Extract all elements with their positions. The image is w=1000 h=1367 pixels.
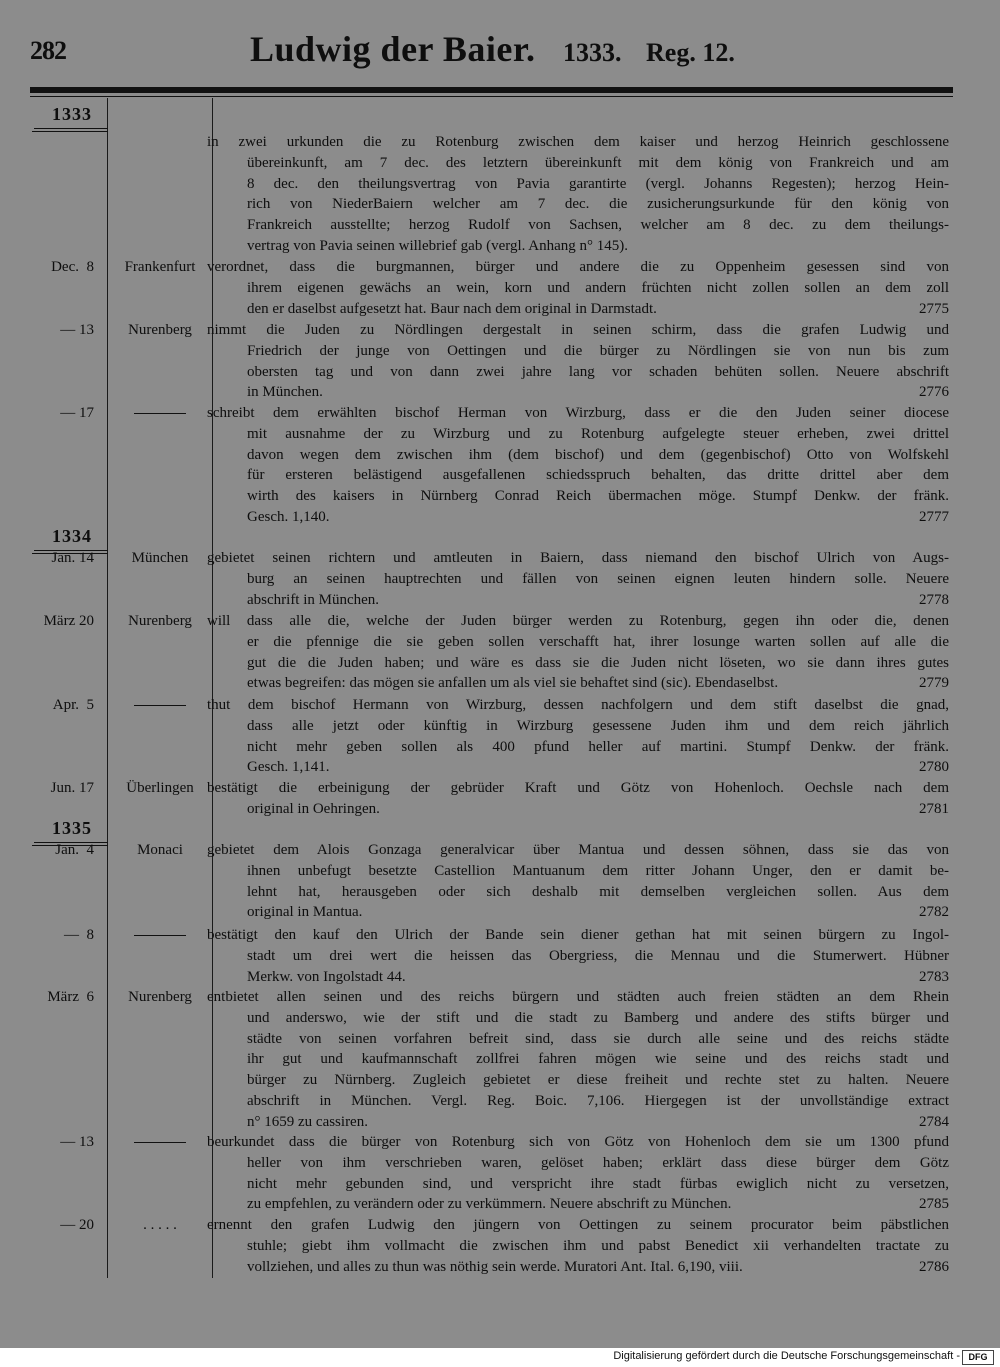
entry-line bbox=[207, 424, 949, 445]
entry-line-text: ihnen unbefugt besetzte Castellion Mantuanum dem ritter Johann Unger, den er damit be- bbox=[247, 862, 949, 879]
entry-line-text: nicht mehr geben sollen als 400 pfund heller auf martini. Stumpf Denkw. der fränk. bbox=[247, 738, 949, 755]
entry-line bbox=[207, 445, 949, 466]
regest-number: 2782 bbox=[919, 904, 949, 921]
entry-line bbox=[207, 569, 949, 590]
entry-text bbox=[207, 548, 949, 610]
entry-line bbox=[207, 465, 949, 486]
entry-line-text: abschrift in München. bbox=[247, 591, 380, 608]
entry-line bbox=[207, 673, 949, 694]
entry-line-text: Friedrich der junge von Oettingen und die bürger zu Nördlingen sie von nun bis zum bbox=[247, 342, 949, 359]
entry-place: Frankenfurt bbox=[124, 259, 196, 275]
header-year: 1333. bbox=[563, 38, 622, 67]
entry-line bbox=[207, 153, 949, 174]
entry-date: Jun. 17 bbox=[50, 780, 94, 796]
entry-line bbox=[207, 1091, 949, 1112]
entry-line bbox=[207, 840, 949, 861]
entry-line-text: will dass alle die, welche der Juden bürger werden zu Rotenburg, gegen ihn oder die, denen bbox=[207, 613, 949, 629]
entry-text bbox=[207, 403, 949, 528]
entry-text bbox=[207, 778, 949, 820]
entry-line-text: bestätigt die erbeinigung der gebrüder Kraft und Götz von Hohenloch. Oechsle nach dem bbox=[207, 780, 949, 796]
entry-line-text: rich von NiederBaiern welcher am 7 dec. die zusicherungsurkunde für den könig von bbox=[247, 196, 949, 213]
regest-number: 2786 bbox=[919, 1258, 949, 1275]
dfg-logo: DFG bbox=[962, 1350, 994, 1365]
regest-number: 2778 bbox=[919, 591, 949, 608]
entry-line bbox=[207, 653, 949, 674]
entry-text bbox=[207, 1132, 949, 1215]
entry-line bbox=[207, 236, 949, 257]
entry-line bbox=[207, 590, 949, 611]
entry-line-text: wirth des kaisers in Nürnberg Conrad Reich übermachen möge. Stumpf Denkw. der fränk. bbox=[247, 488, 949, 505]
entry-line-text: dass alle jetzt oder künftig in Wirzburg gesessene Juden ihm und dem reich jährlich bbox=[247, 717, 949, 734]
entry-line bbox=[207, 1132, 949, 1153]
entry-line bbox=[207, 882, 949, 903]
entry-date: — 13 bbox=[60, 322, 94, 338]
entry-line bbox=[207, 861, 949, 882]
entry-place: Nurenberg bbox=[128, 613, 192, 629]
entry-line bbox=[207, 695, 949, 716]
entry-line-text: heller von ihm verschrieben waren, gelöset haben; erklärt dass diese bürger dem Götz bbox=[247, 1154, 949, 1171]
entry-line-text: thut dem bischof Hermann von Wirzburg, dessen nachfolgern und dem stift daselbst die gnad, bbox=[207, 697, 949, 713]
page-number: 282 bbox=[30, 36, 66, 65]
entry-line-text: schreibt dem erwählten bischof Herman von Wirzburg, dass er die den Juden seiner diocese bbox=[207, 405, 949, 421]
entry-line-text: davon wegen dem zwischen ihm (dem bischof) und dem (gegenbischof) Otto von Wolfskehl bbox=[247, 446, 949, 463]
entry-line bbox=[207, 1070, 949, 1091]
entry-place: Monaci bbox=[137, 842, 183, 858]
entry-line-text: nicht mehr gebunden sind, und verspricht ihre stadt fürbas ewiglich nicht zu versetzen, bbox=[247, 1175, 949, 1192]
regest-number: 2780 bbox=[919, 759, 949, 776]
entry-line-text: bürger zu Nürnberg. Zugleich gebietet er diese freiheit und rechte stet zu halten. Neuere bbox=[247, 1072, 949, 1089]
entry-line-text: zu empfehlen, zu verändern oder zu verkümmern. Neuere abschrift zu München. bbox=[247, 1196, 732, 1213]
entry-line-text: beurkundet dass die bürger von Rotenburg sich von Götz von Hohenloch dem sie um 1300 pfund bbox=[207, 1134, 949, 1150]
entry-line bbox=[207, 257, 949, 278]
entry-text bbox=[207, 925, 949, 987]
entry-line-text: Merkw. von Ingolstadt 44. bbox=[247, 968, 406, 985]
entry-line bbox=[207, 1215, 949, 1236]
entry-line-text: abschrift in München. Vergl. Reg. Boic. 7,106. Hiergegen ist der unvollständige extract bbox=[247, 1092, 949, 1109]
year-heading-1334 bbox=[42, 526, 102, 547]
entry-line-text: gut die die Juden haben; und wäre es dass sie die Juden nicht löseten, wo sie dann ihres gutes bbox=[247, 654, 949, 671]
entry-line-text: original in Mantua. bbox=[247, 904, 363, 921]
footer-bar bbox=[0, 1348, 1000, 1367]
entry-line bbox=[207, 174, 949, 195]
entry-line bbox=[207, 299, 949, 320]
entry-text bbox=[207, 695, 949, 778]
year-heading-1335 bbox=[42, 818, 102, 839]
entry-text bbox=[207, 611, 949, 694]
entry-line-text: 8 dec. den theilungsvertrag von Pavia garantirte (vergl. Johanns Regesten); herzog Hein- bbox=[247, 175, 949, 192]
entry-date: — 8 bbox=[64, 927, 94, 943]
entry-line bbox=[207, 902, 949, 923]
header-regnal-year: Reg. 12. bbox=[646, 38, 735, 67]
entry-line-text: lehnt hat, herausgeben oder sich deshalb mit demselben vergleichen sollen. Aus dem bbox=[247, 883, 949, 900]
entry-place: Nurenberg bbox=[128, 989, 192, 1005]
entry-line bbox=[207, 716, 949, 737]
entry-date: Dec. 8 bbox=[51, 259, 94, 275]
entry-place: . . . . . bbox=[143, 1217, 177, 1233]
entry-line-text: er die pfennige die sie geben sollen verschafft hat, ihrer losunge warten sollen auf alle die bbox=[247, 633, 949, 650]
entry-date: — 13 bbox=[60, 1134, 94, 1150]
entry-line bbox=[207, 382, 949, 403]
entry-line bbox=[207, 215, 949, 236]
entry-text bbox=[207, 257, 949, 319]
entry-line-text: ihr gut und kaufmannschaft zollfrei fahren mögen wie seine und des reichs stadt und bbox=[247, 1051, 949, 1068]
footer-credit: Digitalisierung gefördert durch die Deutsche Forschungsgemeinschaft - bbox=[613, 1350, 960, 1362]
entry-line-text: etwas begreifen: das mögen sie anfallen um als viel sie behaftet sind (sic). Ebendaselbst. bbox=[247, 675, 779, 692]
entry-line-text: und anderswo, wie der stift und die stadt zu Bamberg und andere des stifts bürger und bbox=[247, 1009, 949, 1026]
regest-number: 2779 bbox=[919, 675, 949, 692]
year-heading-text: 1333 bbox=[52, 104, 92, 124]
entry-place: Überlingen bbox=[126, 780, 194, 796]
entry-date: März 20 bbox=[43, 613, 94, 629]
entry-place: München bbox=[131, 550, 189, 566]
entry-line-text: nimmt die Juden zu Nördlingen dergestalt in seinen schirm, dass die grafen Ludwig und bbox=[207, 322, 949, 338]
entry-place-ditto bbox=[108, 695, 212, 706]
entry-place-ditto bbox=[108, 1132, 212, 1143]
entry-line bbox=[207, 1049, 949, 1070]
page-title: Ludwig der Baier. bbox=[250, 29, 536, 69]
running-header bbox=[0, 30, 1000, 74]
entry-line bbox=[207, 278, 949, 299]
entry-line-text: mit ausnahme der zu Wirzburg und zu Rotenburg aufgelegte steuer erheben, zwei drittel bbox=[247, 425, 949, 442]
entry-line-text: ihrem eigenen gewächs an wein, korn und andern früchten nicht zollen sollen an dem zoll bbox=[247, 279, 949, 296]
entry-text bbox=[207, 840, 949, 923]
entry-line bbox=[207, 320, 949, 341]
entry-line-text: für ersteren belästigend ausgefallenen schiedsspruch behalten, das dritte drittel aber dem bbox=[247, 467, 949, 484]
year-heading-text: 1335 bbox=[52, 818, 92, 838]
entry-line-text: Frankreich ausstellte; herzog Rudolf von Sachsen, welcher am 8 dec. zu dem theilungs- bbox=[247, 217, 949, 234]
entry-line-text: vollziehen, und alles zu thun was nöthig sein werde. Muratori Ant. Ital. 6,190, viii. bbox=[247, 1258, 743, 1275]
entry-line bbox=[207, 1029, 949, 1050]
entry-line-text: Gesch. 1,140. bbox=[247, 508, 330, 525]
entry-line bbox=[207, 1153, 949, 1174]
entry-line bbox=[207, 1194, 949, 1215]
entry-text bbox=[207, 132, 949, 257]
entry-line bbox=[207, 1008, 949, 1029]
entry-date: — 20 bbox=[60, 1217, 94, 1233]
entry-line-text: städte von seinen vorfahren befreit sind, dass sie durch alle seine und des reichs städte bbox=[247, 1030, 949, 1047]
entry-line bbox=[207, 486, 949, 507]
entry-date: — 17 bbox=[60, 405, 94, 421]
entry-text bbox=[207, 987, 949, 1133]
entry-date: Apr. 5 bbox=[52, 697, 94, 713]
entry-line-text: burg an seinen hauptrechten und fällen von seinen eignen leuten hindern solle. Neuere bbox=[247, 570, 949, 587]
entry-line bbox=[207, 362, 949, 383]
entry-line-text: verordnet, dass die burgmannen, bürger und andere die zu Oppenheim gesessen sind von bbox=[207, 259, 949, 275]
entry-line bbox=[207, 507, 949, 528]
entry-line bbox=[207, 632, 949, 653]
entry-line bbox=[207, 925, 949, 946]
entry-line bbox=[207, 341, 949, 362]
entry-text bbox=[207, 320, 949, 403]
entry-line bbox=[207, 403, 949, 424]
regest-number: 2785 bbox=[919, 1196, 949, 1213]
entry-line-text: übereinkunft, am 7 dec. des letztern übereinkunft mit dem könig von Frankreich und am bbox=[247, 154, 949, 171]
header-rule-thick bbox=[30, 87, 953, 93]
regest-number: 2775 bbox=[919, 300, 949, 317]
regest-number: 2777 bbox=[919, 508, 949, 525]
header-rule-thin bbox=[30, 96, 953, 97]
entry-line-text: bestätigt den kauf den Ulrich der Bande sein diener gethan hat mit seinen bürgern zu Ingol- bbox=[207, 927, 949, 943]
regest-number: 2776 bbox=[919, 384, 949, 401]
regest-number: 2783 bbox=[919, 968, 949, 985]
entry-date: Jan. 14 bbox=[51, 550, 94, 566]
entry-line-text: gebietet dem Alois Gonzaga generalvicar über Mantua und dessen söhnen, dass sie das von bbox=[207, 842, 949, 858]
entry-line-text: entbietet allen seinen und des reichs bürgern und städten auch freien städten an dem Rhein bbox=[207, 989, 949, 1005]
entry-line bbox=[207, 1236, 949, 1257]
entry-line bbox=[207, 737, 949, 758]
entry-line-text: n° 1659 zu cassiren. bbox=[247, 1113, 368, 1130]
entry-line bbox=[207, 1174, 949, 1195]
entry-date: März 6 bbox=[47, 989, 94, 1005]
entry-line bbox=[207, 611, 949, 632]
entry-line bbox=[207, 778, 949, 799]
entry-line-text: Gesch. 1,141. bbox=[247, 759, 330, 776]
entry-line-text: stadt um drei wert die heissen das Obergriess, die Mennau und die Stumerwert. Hübner bbox=[247, 947, 949, 964]
entry-line bbox=[207, 946, 949, 967]
year-heading-text: 1334 bbox=[52, 526, 92, 546]
entry-line bbox=[207, 967, 949, 988]
entry-line bbox=[207, 1112, 949, 1133]
entry-place: Nurenberg bbox=[128, 322, 192, 338]
year-heading-1333 bbox=[42, 104, 102, 125]
entry-line bbox=[207, 799, 949, 820]
entry-place-ditto bbox=[108, 403, 212, 414]
entry-line-text: ernennt den grafen Ludwig den jüngern von Oettingen zu seinem procurator beim päbstlichen bbox=[207, 1217, 949, 1233]
entry-line bbox=[207, 987, 949, 1008]
entry-line-text: obersten tag und von dann zwei jahre lang vor schaden behüten sollen. Neuere abschrift bbox=[247, 363, 949, 380]
entry-line bbox=[207, 132, 949, 153]
regest-number: 2781 bbox=[919, 800, 949, 817]
entry-line-text: original in Oehringen. bbox=[247, 800, 380, 817]
entry-line bbox=[207, 1257, 949, 1278]
regest-number: 2784 bbox=[919, 1113, 949, 1130]
entry-line bbox=[207, 548, 949, 569]
entry-date: Jan. 4 bbox=[55, 842, 94, 858]
entry-line-text: in zwei urkunden die zu Rotenburg zwischen dem kaiser und herzog Heinrich geschlossene bbox=[207, 134, 949, 150]
entry-line bbox=[207, 194, 949, 215]
entry-line-text: den er daselbst aufgesetzt hat. Baur nach dem original in Darmstadt. bbox=[247, 300, 657, 317]
entry-line-text: gebietet seinen richtern und amtleuten in Baiern, dass niemand den bischof Ulrich von Augs- bbox=[207, 550, 949, 566]
entry-line-text: vertrag von Pavia seinen willebrief gab (vergl. Anhang n° 145). bbox=[247, 237, 629, 254]
entry-text bbox=[207, 1215, 949, 1277]
entry-line-text: in München. bbox=[247, 384, 323, 401]
entry-line bbox=[207, 757, 949, 778]
entry-line-text: stuhle; giebt ihm vollmacht die zwischen ihm und pabst Benedict xii verhandelten tractate zu bbox=[247, 1237, 949, 1254]
entry-place-ditto bbox=[108, 925, 212, 936]
